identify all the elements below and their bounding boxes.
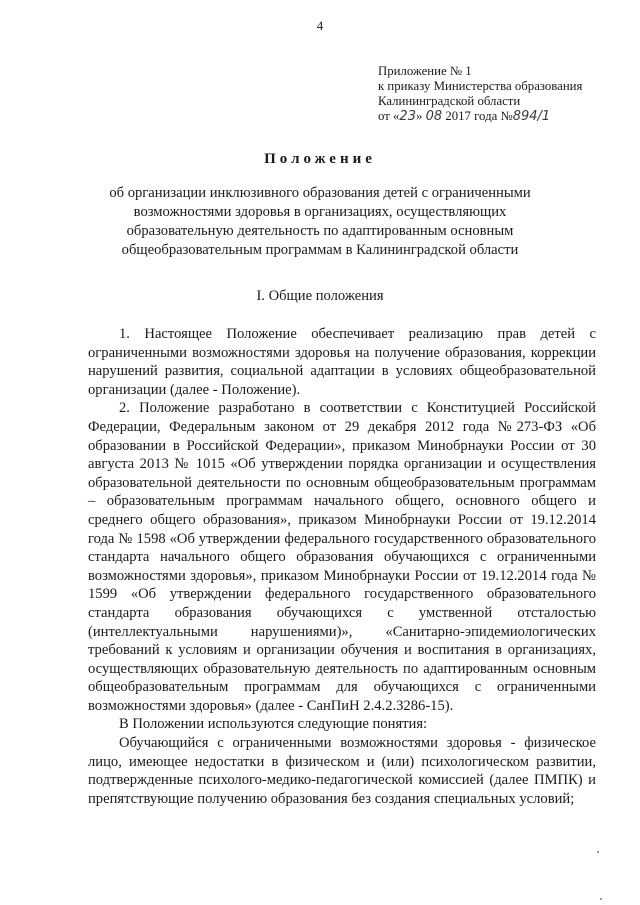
document-title: Положение — [264, 151, 376, 167]
document-body — [88, 325, 596, 808]
appendix-line-3: Калининградской области — [378, 94, 521, 108]
paragraph-4: Обучающийся с ограниченными возможностями здоровья - физическое лицо, имеющее недостатки в физическом и (или) психологическом развитии, подтвержденные психолого-медико-педагогической комиссией (далее ПМПК) и препятствующие получению образования без создания специальных условий; — [88, 735, 596, 807]
subtitle-line-1: об организации инклюзивного образования детей с ограниченными — [109, 185, 531, 201]
appendix-date-line — [378, 109, 582, 124]
date-prefix: от « — [378, 109, 400, 123]
subtitle-line-2: возможностями здоровья в организациях, осуществляющих — [133, 204, 507, 220]
section-heading: I. Общие положения — [256, 288, 384, 304]
paragraph-3: В Положении используются следующие понятия: — [119, 716, 428, 733]
scan-speck — [597, 851, 599, 853]
page-number: 4 — [316, 18, 324, 33]
appendix-line-2: к приказу Министерства образования — [378, 79, 583, 93]
order-number-handwritten: 894/1 — [512, 109, 551, 124]
paragraph-2: 2. Положение разработано в соответствии с Конституцией Российской Федерации, Федеральным законом от 29 декабря 2012 года №273-ФЗ «Об образовании в Российской Федерации», приказом Минобрнауки России от 30 августа 2013 № 1015 «Об утверждении порядка организации и осуществления образовательной деятельности по основным общеобразовательным программам – образовательным программам начального общего, основного общего и среднего общего образования», приказом Минобрнауки России от 19.12.2014 года № 1598 «Об утверждении федерального государственного образовательного стандарта начального общего образования обучающихся с ограниченными возможностями здоровья», приказом Минобрнауки России от 19.12.2014 года № 1599 «Об утверждении федерального государственного образовательного стандарта образования обучающихся с умственной отсталостью (интеллектуальными нарушениями)», «Санитарно-эпидемиологических требований к условиям и организации обучения и воспитания в организациях, осуществляющих образовательную деятельность по адаптированным основным общеобразовательным программам для обучающихся с ограниченными возможностями здоровья» (далее - СанПиН 2.4.2.3286-15). — [88, 400, 596, 714]
appendix-block — [378, 64, 582, 124]
date-year: 2017 года № — [442, 109, 513, 123]
appendix-line-1: Приложение № 1 — [378, 64, 472, 78]
subtitle-line-4: общеобразовательным программам в Калининградской области — [121, 242, 519, 258]
scan-speck — [600, 898, 602, 900]
date-day-handwritten: 23 — [399, 109, 416, 124]
document-subtitle — [70, 184, 570, 260]
subtitle-line-3: образовательную деятельность по адаптированным основным — [126, 223, 514, 239]
date-month-handwritten: 08 — [425, 109, 443, 124]
date-mid: » — [415, 109, 426, 123]
paragraph-1: 1. Настоящее Положение обеспечивает реализацию прав детей с ограниченными возможностями здоровья на получение образования, коррекции нарушений развития, социальной адаптации в условиях общеобразовательной организации (далее - Положение). — [88, 326, 596, 398]
